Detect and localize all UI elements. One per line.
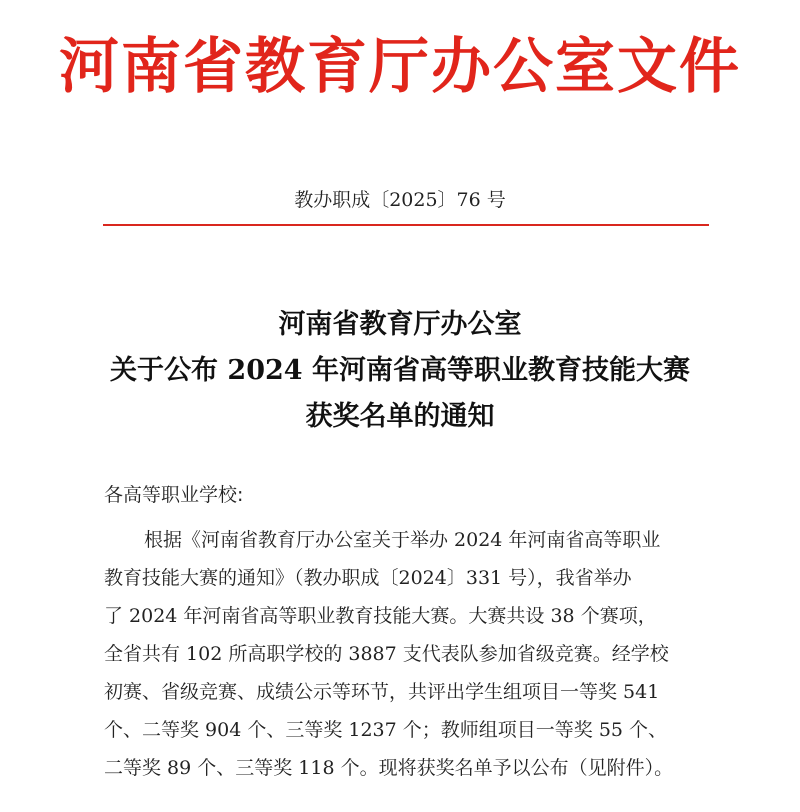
title-line-2: 关于公布 2024 年河南省高等职业教育技能大赛 <box>110 355 690 386</box>
body-line-1: 根据《河南省教育厅办公室关于举办 2024 年河南省高等职业 <box>144 529 661 551</box>
body-line-7: 二等奖 89 个、三等奖 118 个。现将获奖名单予以公布（见附件）。 <box>104 757 674 779</box>
masthead-title: 河南省教育厅办公室文件 <box>59 32 741 102</box>
red-divider-rule <box>103 224 709 226</box>
body-line-6: 个、二等奖 904 个、三等奖 1237 个；教师组项目一等奖 55 个、 <box>104 719 668 741</box>
title-line-1: 河南省教育厅办公室 <box>278 309 522 340</box>
body-text <box>104 521 724 787</box>
body-line-2: 教育技能大赛的通知》（教办职成〔2024〕331 号），我省举办 <box>104 567 632 589</box>
body-line-4: 全省共有 102 所高职学校的 3887 支代表队参加省级竞赛。经学校 <box>104 643 669 665</box>
body-line-5: 初赛、省级竞赛、成绩公示等环节，共评出学生组项目一等奖 541 <box>104 681 660 703</box>
title-line-3: 获奖名单的通知 <box>305 401 495 432</box>
document-number: 教办职成〔2025〕76 号 <box>294 189 506 211</box>
body-line-3: 了 2024 年河南省高等职业教育技能大赛。大赛共设 38 个赛项， <box>104 605 657 627</box>
notice-title <box>0 302 800 440</box>
salutation: 各高等职业学校: <box>104 484 244 506</box>
